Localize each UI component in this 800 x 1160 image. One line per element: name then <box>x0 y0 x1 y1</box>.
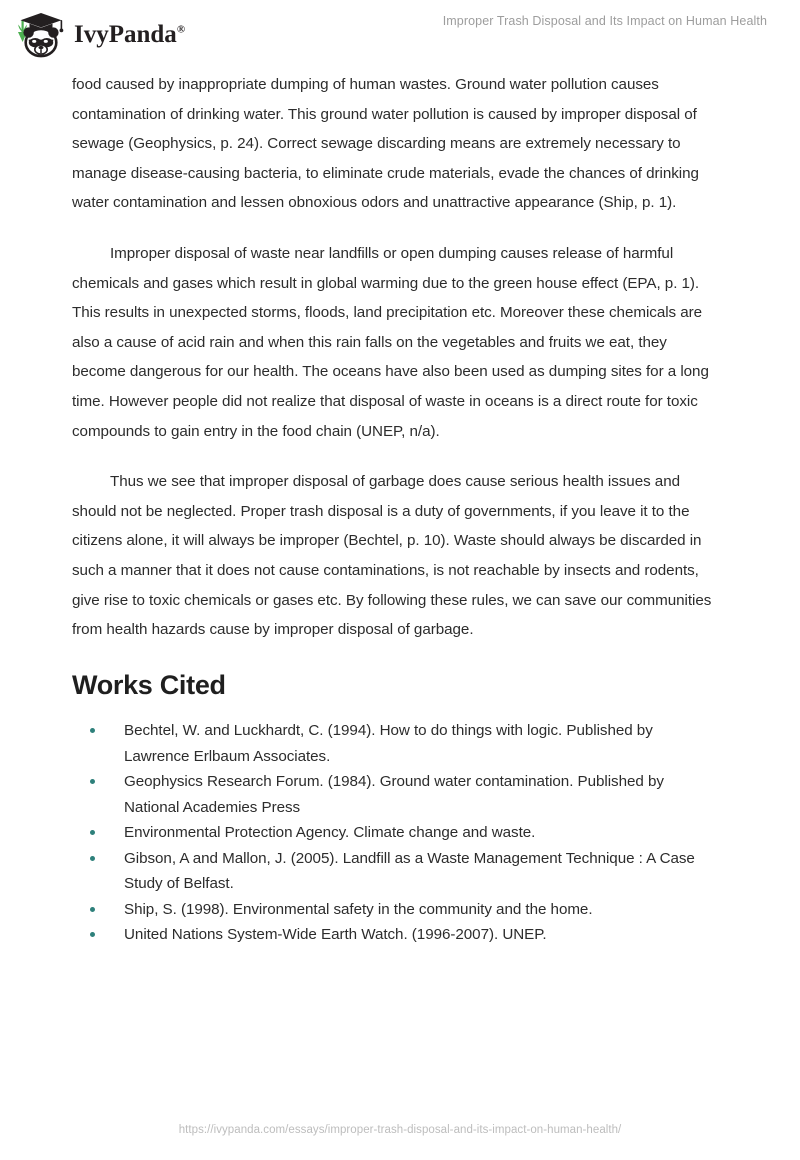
brand-name-text: IvyPanda <box>74 20 177 48</box>
citation-text: Ship, S. (1998). Environmental safety in the community and the home. <box>124 900 593 918</box>
document-running-title: Improper Trash Disposal and Its Impact on Human Health <box>442 14 767 28</box>
bullet-icon <box>90 779 95 784</box>
page-header <box>0 0 800 62</box>
bullet-icon <box>90 932 95 937</box>
body-paragraph-1: food caused by inappropriate dumping of human wastes. Ground water pollution causes contamination of drinking water. This ground water pollution is caused by improper disposal of sewage (Geophysics, p. 24). Correct sewage discarding means are extremely necessary to manage disease-causing bacteria, to eliminate crude materials, evade the chances of drinking water contamination and lessen obnoxious odors and unattractive appearance (Ship, p. 1). <box>72 76 699 212</box>
list-item <box>72 820 722 846</box>
body-paragraph-3: Thus we see that improper disposal of garbage does cause serious health issues and should not be neglected. Proper trash disposal is a duty of governments, if you leave it to the citizens alone, it will always be improper (Bechtel, p. 10). Waste should always be discarded in such a manner that it does not cause contaminations, is not reachable by insects and rodents, give rise to toxic chemicals or gases etc. By following these rules, we can save our communities from health hazards cause by improper disposal of garbage. <box>72 473 712 639</box>
registered-trademark-icon: ® <box>176 23 186 36</box>
list-item <box>72 718 722 769</box>
document-content <box>72 70 722 948</box>
list-item <box>72 897 722 923</box>
list-item <box>72 922 722 948</box>
works-cited-list <box>72 718 722 948</box>
citation-text: Environmental Protection Agency. Climate change and waste. <box>124 824 536 842</box>
citation-text: Bechtel, W. and Luckhardt, C. (1994). How to do things with logic. Published by Lawrence Erlbaum Associates. <box>124 722 653 765</box>
bullet-icon <box>90 907 95 912</box>
bullet-icon <box>90 856 95 861</box>
list-item <box>72 769 722 820</box>
page-footer <box>0 1120 800 1138</box>
citation-text: United Nations System-Wide Earth Watch. (1996-2007). UNEP. <box>124 926 547 944</box>
brand-wordmark <box>74 22 185 47</box>
brand-logo[interactable] <box>14 8 185 58</box>
list-item <box>72 846 722 897</box>
bullet-icon <box>90 830 95 835</box>
body-paragraph-2: Improper disposal of waste near landfills or open dumping causes release of harmful chemicals and gases which result in global warming due to the green house effect (EPA, p. 1). This results in unexpected storms, floods, land precipitation etc. Moreover these chemicals are also a cause of acid rain and when this rain falls on the vegetables and fruits we eat, they become dangerous for our health. The oceans have also been used as dumping sites for a long time. However people did not realize that disposal of waste in oceans is a direct route for toxic compounds to gain entry in the food chain (UNEP, n/a). <box>72 244 709 440</box>
bullet-icon <box>90 728 95 733</box>
page-title: Works Cited <box>72 669 226 700</box>
panda-graduate-logo-icon <box>14 8 68 58</box>
citation-text: Gibson, A and Mallon, J. (2005). Landfill as a Waste Management Technique : A Case Study of Belfast. <box>124 849 695 893</box>
source-url[interactable]: https://ivypanda.com/essays/improper-trash-disposal-and-its-impact-on-human-health/ <box>178 1124 622 1136</box>
citation-text: Geophysics Research Forum. (1984). Ground water contamination. Published by National Academies Press <box>124 773 664 816</box>
